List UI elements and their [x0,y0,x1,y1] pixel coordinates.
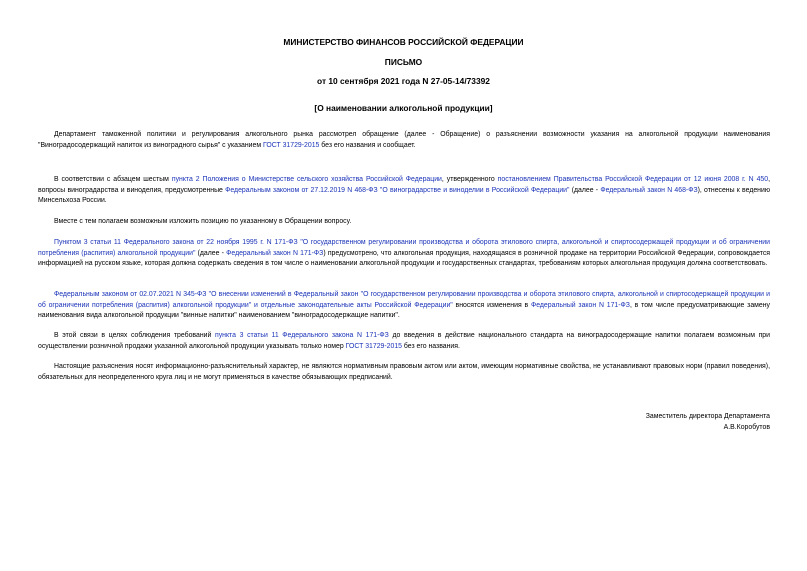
document-date-number: от 10 сентября 2021 года N 27-05-14/73392 [317,76,490,86]
regulation-link[interactable]: пункта 2 Положения о Министерстве сельского хозяйства Российской Федерации [171,176,442,183]
paragraph-text: Департамент таможенной политики и регулирования алкогольного рынка рассмотрел обращение (далее - Обращение) о разъяснении возможности указания на алкогольной продукции наименования "Виноградосодержащий напиток из виноградного сырья" с указанием [38,131,770,149]
federal-law-345-link[interactable]: Федеральным законом от 02.07.2021 N 345-ФЗ "О внесении изменений в Федеральный закон "О государственном регулировании производства и оборота этилового спирта, алкогольной и спиртосодержащей продукции и об ограничении потребления (распития) алкогольной продукции" и отдельные законодательные акты Российской Федерации" [38,291,770,309]
document-subject: [О наименовании алкогольной продукции] [314,103,493,113]
paragraph-7 [38,362,770,383]
federal-law-171-link[interactable]: Федеральный закон N 171-ФЗ [226,249,324,257]
paragraph-text: Настоящие разъяснения носят информационно-разъяснительный характер, не являются нормативным правовым актом или актом, имеющим нормативные свойства, не устанавливают правовых норм (правил поведения), обязательных для неопределенного круга лиц и не могут применяться в качестве обязывающих предписаний. [38,363,770,381]
document-type: ПИСЬМО [384,57,423,67]
signatory-name: А.В.Коробутов [723,423,770,431]
federal-law-171-article-link[interactable]: Пунктом 3 статьи 11 Федерального закона от 22 ноября 1995 г. N 171-ФЗ "О государственном регулировании производства и оборота этилового спирта, алкогольной и спиртосодержащей продукции и об ограничении потребления (распития) алкогольной продукции" [38,239,770,257]
paragraph-text: ) предусмотрено, что алкогольная продукция, находящаяся в розничной продаже на территории Российской Федерации, сопровождается информацией на русском языке, которая должна содержать сведения в том числе о наименовании алкогольной продукции и государственных стандартах, требованиям которых алкогольная продукция должна соответствовать. [38,249,770,268]
paragraph-text: , утвержденного [441,176,498,183]
paragraph-text: , вопросы виноградарства и виноделия, предусмотренные [38,176,770,194]
ministry-title: МИНИСТЕРСТВО ФИНАНСОВ РОССИЙСКОЙ ФЕДЕРАЦИИ [283,37,524,47]
paragraph-6 [38,331,770,352]
paragraph-text: , в том числе предусматривающие замену наименования вида алкогольной продукции "винные напитки" наименованием "виноградосодержащие напитки". [38,301,770,320]
federal-law-171-link[interactable]: Федеральный закон N 171-ФЗ [530,301,630,309]
paragraph-text: В этой связи в целях соблюдения требований [54,332,215,339]
paragraph-text: В соответствии с абзацем шестым [54,176,172,183]
federal-law-171-article-link[interactable]: пункта 3 статьи 11 Федерального закона N 171-ФЗ [214,332,389,339]
paragraph-text: (далее - [569,186,601,194]
paragraph-5 [38,290,770,322]
gost-link[interactable]: ГОСТ 31729-2015 [263,141,320,149]
federal-law-468-link[interactable]: Федеральным законом от 27.12.2019 N 468-ФЗ "О виноградарстве и виноделии в Российской Федерации" [225,186,570,194]
paragraph-2 [38,175,770,207]
signature-block [646,412,770,433]
paragraph-text: вносятся изменения в [452,301,531,309]
paragraph-text: без его названия и сообщает. [319,141,416,149]
paragraph-4 [38,238,770,270]
paragraph-text: без его названия. [402,342,460,350]
gost-link[interactable]: ГОСТ 31729-2015 [345,342,402,350]
paragraph-text: (далее - [195,249,227,257]
paragraph-text: до введения в действие национального стандарта на виноградосодержащие напитки полагаем возможным при осуществлении розничной продажи указанной алкогольной продукции указывать только номер [38,332,770,350]
signatory-position: Заместитель директора Департамента [645,413,770,420]
paragraph-3 [38,217,770,228]
paragraph-text: ), отнесены к ведению Минсельхоза России. [38,186,770,205]
government-decree-link[interactable]: постановлением Правительства Российской Федерации от 12 июня 2008 г. N 450 [497,176,769,183]
paragraph-1 [38,130,770,151]
paragraph-text: Вместе с тем полагаем возможным изложить позицию по указанному в Обращении вопросу. [54,218,352,225]
federal-law-468-short-link[interactable]: Федеральный закон N 468-ФЗ [600,186,698,194]
